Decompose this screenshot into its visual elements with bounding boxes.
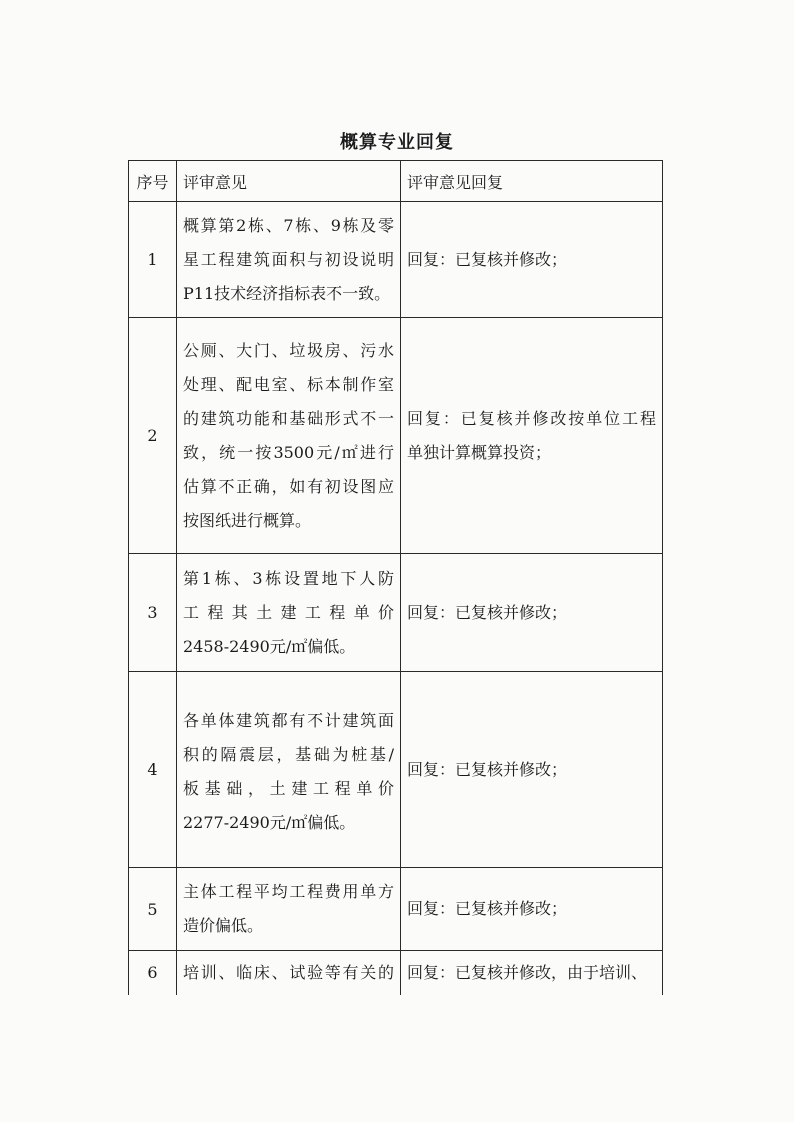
opinion-line: 第1栋、3栋设置地下人防 — [183, 568, 394, 588]
row-opinion — [177, 672, 401, 868]
opinion-line: 致，统一按3500元/㎡进行 — [183, 442, 394, 462]
opinion-line: 板基础，土建工程单价 — [183, 779, 394, 798]
opinion-line: 公厕、大门、垃圾房、污水 — [183, 340, 394, 360]
row-no: 5 — [129, 868, 177, 951]
opinion-line: 各单体建筑都有不计建筑面 — [183, 711, 394, 730]
row-reply — [401, 318, 663, 554]
opinion-line: 星工程建筑面积与初设说明 — [183, 249, 394, 269]
row-opinion — [177, 318, 401, 554]
opinion-line: 2277-2490元/㎡偏低。 — [183, 813, 356, 832]
table-row — [129, 672, 663, 868]
row-no: 6 — [129, 951, 177, 995]
reply-line: 回复：已复核并修改； — [407, 602, 568, 622]
row-opinion — [177, 202, 401, 318]
row-reply — [401, 868, 663, 951]
opinion-line: 培训、临床、试验等有关的 — [183, 962, 394, 982]
row-no: 4 — [129, 672, 177, 868]
reply-line: 回复：已复核并修改； — [407, 759, 568, 779]
row-opinion — [177, 951, 401, 995]
opinion-line: 2458-2490元/㎡偏低。 — [183, 636, 356, 656]
opinion-line: 按图纸进行概算。 — [183, 510, 312, 530]
reply-line: 回复：已复核并修改，由于培训、 — [407, 962, 648, 982]
opinion-line: 积的隔震层，基础为桩基/ — [183, 745, 394, 764]
opinion-line: 估算不正确，如有初设图应 — [183, 476, 394, 496]
table-row — [129, 318, 663, 554]
table-row — [129, 554, 663, 672]
opinion-line: 的建筑功能和基础形式不一 — [183, 408, 394, 428]
table-row — [129, 868, 663, 951]
row-reply — [401, 672, 663, 868]
table-header-row — [129, 161, 663, 202]
header-reply: 评审意见回复 — [401, 161, 663, 202]
header-no: 序号 — [129, 161, 177, 202]
opinion-line: P11技术经济指标表不一致。 — [183, 283, 391, 303]
reply-line: 回复：已复核并修改； — [407, 249, 568, 269]
page-title: 概算专业回复 — [340, 132, 454, 153]
reply-line: 回复：已复核并修改按单位工程 — [407, 408, 656, 428]
reply-line: 回复：已复核并修改； — [407, 899, 568, 918]
opinion-line: 处理、配电室、标本制作室 — [183, 374, 394, 394]
row-reply — [401, 951, 663, 995]
row-no: 1 — [129, 202, 177, 318]
row-reply — [401, 554, 663, 672]
row-no: 3 — [129, 554, 177, 672]
header-opinion: 评审意见 — [177, 161, 401, 202]
row-no: 2 — [129, 318, 177, 554]
opinion-line: 主体工程平均工程费用单方 — [183, 882, 394, 901]
row-opinion — [177, 554, 401, 672]
opinion-line: 概算第2栋、7栋、9栋及零 — [183, 215, 394, 235]
row-reply — [401, 202, 663, 318]
opinion-line: 工程其土建工程单价 — [183, 602, 394, 622]
table-row — [129, 202, 663, 318]
reply-line: 单独计算概算投资； — [407, 442, 552, 462]
table-row — [129, 951, 663, 995]
review-table — [128, 160, 663, 995]
row-opinion — [177, 868, 401, 951]
opinion-line: 造价偏低。 — [183, 916, 264, 935]
